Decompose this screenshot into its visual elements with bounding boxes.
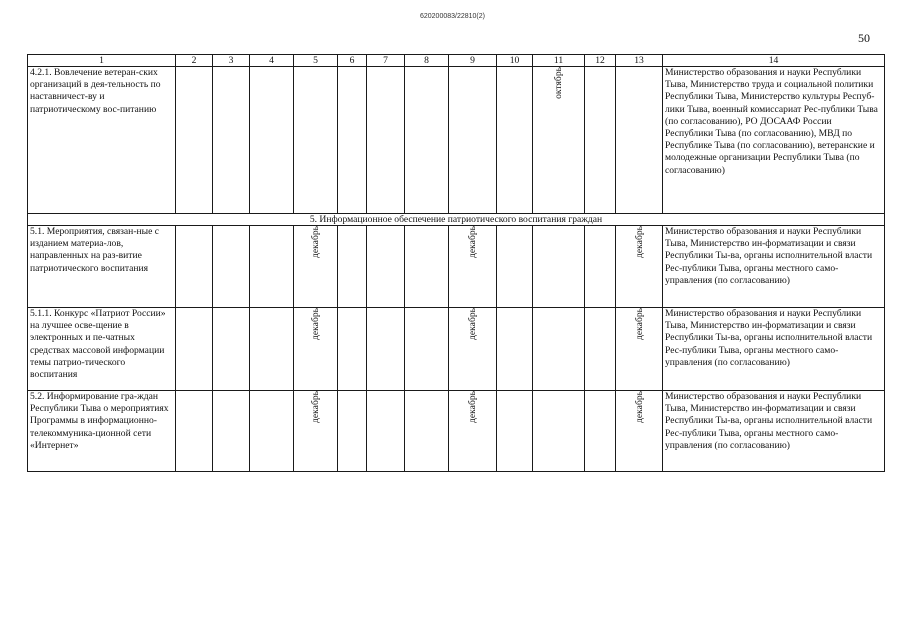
schedule-cell (338, 391, 367, 472)
schedule-cell (176, 226, 213, 308)
schedule-cell (176, 308, 213, 391)
month-mark: декабрь (633, 308, 645, 340)
schedule-cell (405, 226, 449, 308)
schedule-cell-month (449, 226, 497, 308)
schedule-cell (338, 67, 367, 214)
schedule-cell (405, 308, 449, 391)
schedule-cell (497, 226, 533, 308)
table-row (28, 391, 885, 472)
schedule-cell-month (294, 308, 338, 391)
section-title: 5. Информационное обеспечение патриотического воспитания граждан (28, 214, 885, 226)
responsible-executors: Министерство образования и науки Республики Тыва, Министерство ин-форматизации и связи Республики Ты-ва, органы исполнительной власти Рес-публики Тыва, органы местного само-управления (по согласованию) (663, 391, 885, 472)
month-mark: декабрь (467, 226, 478, 258)
page-number: 50 (858, 31, 870, 45)
col-number: 13 (616, 55, 663, 67)
schedule-cell (213, 391, 250, 472)
schedule-cell (338, 308, 367, 391)
col-number: 11 (533, 55, 585, 67)
schedule-cell (213, 67, 250, 214)
schedule-cell-month (616, 226, 663, 308)
col-number: 6 (338, 55, 367, 67)
schedule-cell (497, 391, 533, 472)
schedule-cell (616, 67, 663, 214)
document-id: 620200083/22810(2) (419, 13, 485, 20)
col-number: 8 (405, 55, 449, 67)
schedule-cell (176, 67, 213, 214)
schedule-cell (449, 67, 497, 214)
month-mark: октябрь (553, 67, 564, 99)
measure-description: 5.1. Мероприятия, связан-ные с изданием материа-лов, направленных на раз-витие патриотического воспитания (28, 226, 176, 308)
schedule-cell-month (449, 308, 497, 391)
schedule-cell (585, 226, 616, 308)
col-number: 2 (176, 55, 213, 67)
measure-description: 5.2. Информирование гра-ждан Республики Тыва о мероприятиях Программы в информационно-телекоммуника-ционной сети «Интернет» (28, 391, 176, 472)
responsible-executors: Министерство образования и науки Республики Тыва, Министерство ин-форматизации и связи Республики Ты-ва, органы исполнительной власти Рес-публики Тыва, органы местного само-управления (по согласованию) (663, 226, 885, 308)
schedule-cell (250, 308, 294, 391)
schedule-cell (405, 67, 449, 214)
month-mark: декабрь (633, 391, 645, 423)
month-mark: декабрь (310, 308, 321, 340)
section-header-row (28, 214, 885, 226)
schedule-cell (367, 67, 405, 214)
month-mark: декабрь (467, 391, 478, 423)
table-row (28, 67, 885, 214)
schedule-cell (250, 67, 294, 214)
schedule-cell (585, 391, 616, 472)
schedule-cell-month (616, 308, 663, 391)
schedule-cell (497, 67, 533, 214)
schedule-cell (213, 226, 250, 308)
schedule-cell (213, 308, 250, 391)
schedule-cell-month (294, 226, 338, 308)
col-number: 10 (497, 55, 533, 67)
measure-description: 5.1.1. Конкурс «Патриот России» на лучшее осве-щение в электронных и пе-чатных средствах массовой информации темы патрио-тического воспитания (28, 308, 176, 391)
col-number: 4 (250, 55, 294, 67)
month-mark: декабрь (467, 308, 478, 340)
schedule-cell (533, 226, 585, 308)
schedule-cell (367, 226, 405, 308)
responsible-executors: Министерство образования и науки Республики Тыва, Министерство ин-форматизации и связи Республики Ты-ва, органы исполнительной власти Рес-публики Тыва, органы местного само-управления (по согласованию) (663, 308, 885, 391)
col-number: 9 (449, 55, 497, 67)
schedule-cell (585, 308, 616, 391)
schedule-cell (367, 391, 405, 472)
schedule-cell (405, 391, 449, 472)
schedule-cell-month (616, 391, 663, 472)
schedule-cell (585, 67, 616, 214)
table-row (28, 226, 885, 308)
measure-description: 4.2.1. Вовлечение ветеран-ских организаций в дея-тельность по наставничест-ву и патриотическому вос-питанию (28, 67, 176, 214)
schedule-cell (533, 391, 585, 472)
schedule-cell (367, 308, 405, 391)
table-row (28, 308, 885, 391)
col-number: 7 (367, 55, 405, 67)
schedule-cell-month (533, 67, 585, 214)
month-mark: декабрь (633, 226, 645, 258)
schedule-cell (176, 391, 213, 472)
month-mark: декабрь (310, 226, 321, 258)
col-number: 1 (28, 55, 176, 67)
schedule-cell (250, 391, 294, 472)
responsible-executors: Министерство образования и науки Республики Тыва, Министерство труда и социальной политики Республики Тыва, Министерство культуры Респуб-лики Тыва, военный комиссариат Рес-публики Тыва (по согласованию), РО ДОСААФ России Республики Тыва (по согласованию), МВД по Республике Тыва (по согласованию), ветеранские и молодежные организации Республики Тыва (по согласованию) (663, 67, 885, 214)
schedule-cell (533, 308, 585, 391)
col-number: 14 (663, 55, 885, 67)
column-number-row (28, 55, 885, 67)
schedule-cell-month (294, 391, 338, 472)
schedule-cell (250, 226, 294, 308)
schedule-cell (497, 308, 533, 391)
plan-table (27, 54, 885, 472)
schedule-cell (338, 226, 367, 308)
col-number: 5 (294, 55, 338, 67)
month-mark: декабрь (310, 391, 321, 423)
col-number: 3 (213, 55, 250, 67)
col-number: 12 (585, 55, 616, 67)
schedule-cell-month (449, 391, 497, 472)
schedule-cell (294, 67, 338, 214)
